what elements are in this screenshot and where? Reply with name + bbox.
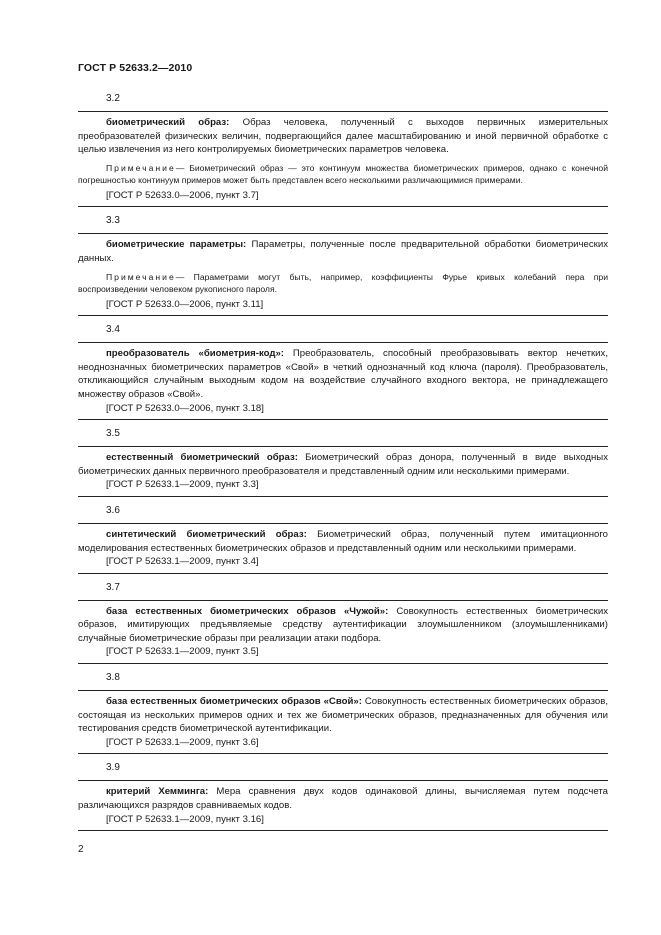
term-source: [ГОСТ Р 52633.1—2009, пункт 3.3] — [106, 479, 259, 491]
term-definition — [78, 347, 608, 401]
term-note — [78, 271, 608, 295]
term-definition — [78, 238, 608, 265]
term-entry — [78, 523, 608, 574]
term-definition — [78, 605, 608, 646]
term-name: критерий Хемминга: — [106, 786, 209, 798]
term-entry — [78, 600, 608, 664]
note-text: — Биометрический образ — это континуум множества биометрических примеров, однако с конечной погрешностью континуум примеров может быть представлен всего несколькими различающимися примерами. — [78, 162, 608, 185]
note-label: Примечание — [106, 162, 176, 173]
page-number: 2 — [78, 844, 84, 855]
term-number: 3.8 — [106, 672, 120, 684]
term-entry — [78, 780, 608, 831]
term-source: [ГОСТ Р 52633.1—2009, пункт 3.16] — [106, 813, 264, 825]
term-definition-text: Совокупность естественных биометрических образов, имитирующих предъявляемые средству аутентификации злоумышленником (злоумышленниками) случайные биометрические образы при реализации атаки подбора. — [78, 605, 609, 644]
term-note — [78, 162, 608, 186]
term-source: [ГОСТ Р 52633.1—2009, пункт 3.4] — [106, 556, 259, 568]
terms-list — [78, 93, 608, 839]
term-number: 3.2 — [106, 93, 120, 104]
term-definition — [78, 116, 608, 157]
page-header: ГОСТ Р 52633.2—2010 — [78, 62, 193, 74]
term-definition-text: Биометрический образ, полученный путем имитационного моделирования естественных биометрических образов и представленный одним или несколькими примерами. — [78, 528, 609, 554]
term-number: 3.5 — [106, 428, 120, 440]
term-number: 3.6 — [106, 504, 120, 516]
term-name: синтетический биометрический образ: — [106, 528, 307, 540]
term-number: 3.3 — [106, 215, 120, 227]
note-label: Примечание — [106, 271, 176, 282]
term-number: 3.4 — [106, 324, 120, 336]
term-number: 3.7 — [106, 581, 120, 593]
term-name: преобразователь «биометрия-код»: — [106, 348, 284, 360]
term-definition-text: Преобразователь, способный преобразовывать вектор нечетких, неоднозначных биометрических параметров «Свой» в четкий однозначный код ключа (пароля). Преобразователь, откликающийся случайным выходным кодом на воздействие случайного входного вектора, не принадлежащего множеству образов «Свой». — [78, 348, 608, 400]
term-definition-text: Биометрический образ донора, полученный в виде выходных биометрических данных первичного преобразователя и представленный одним или несколькими примерами. — [78, 452, 608, 477]
term-entry — [78, 342, 608, 420]
term-source: [ГОСТ Р 52633.1—2009, пункт 3.5] — [106, 646, 259, 658]
term-definition — [78, 451, 608, 478]
term-source: [ГОСТ Р 52633.0—2006, пункт 3.18] — [106, 402, 264, 414]
term-entry — [78, 111, 608, 207]
term-definition — [78, 695, 608, 736]
term-name: база естественных биометрических образов «Чужой»: — [106, 605, 389, 617]
term-entry — [78, 446, 608, 497]
term-name: база естественных биометрических образов «Свой»: — [106, 696, 362, 708]
term-entry — [78, 690, 608, 754]
note-text: — Параметрами могут быть, например, коэффициенты Фурье кривых колебаний пера при воспроизведении человеком рукописного пароля. — [78, 271, 608, 294]
term-name: биометрические параметры: — [106, 239, 247, 251]
term-definition-text: Параметры, полученные после предварительной обработки биометрических данных. — [78, 239, 608, 264]
term-source: [ГОСТ Р 52633.1—2009, пункт 3.6] — [106, 736, 259, 748]
term-source: [ГОСТ Р 52633.0—2006, пункт 3.11] — [106, 298, 264, 310]
term-source: [ГОСТ Р 52633.0—2006, пункт 3.7] — [106, 189, 259, 201]
term-number: 3.9 — [106, 762, 120, 774]
term-name: биометрический образ: — [106, 117, 230, 128]
term-definition-text: Совокупность естественных биометрических образов, состоящая из нескольких примеров одних и тех же биометрических образов, предназначенных для обучения или тестирования средств биометрической аутентификации. — [78, 696, 608, 735]
term-definition-text: Мера сравнения двух кодов одинаковой длины, вычисляемая путем подсчета различающихся разрядов сравниваемых кодов. — [78, 786, 608, 812]
term-entry — [78, 233, 608, 316]
term-definition — [78, 528, 608, 555]
term-definition — [78, 785, 608, 812]
term-definition-text: Образ человека, полученный с выходов первичных измерительных преобразователей физических величин, подвергающийся далее масштабированию и иной первичной обработке с целью извлечения из него контролируемых биометрических параметров человека. — [78, 117, 608, 156]
term-name: естественный биометрический образ: — [106, 452, 298, 464]
